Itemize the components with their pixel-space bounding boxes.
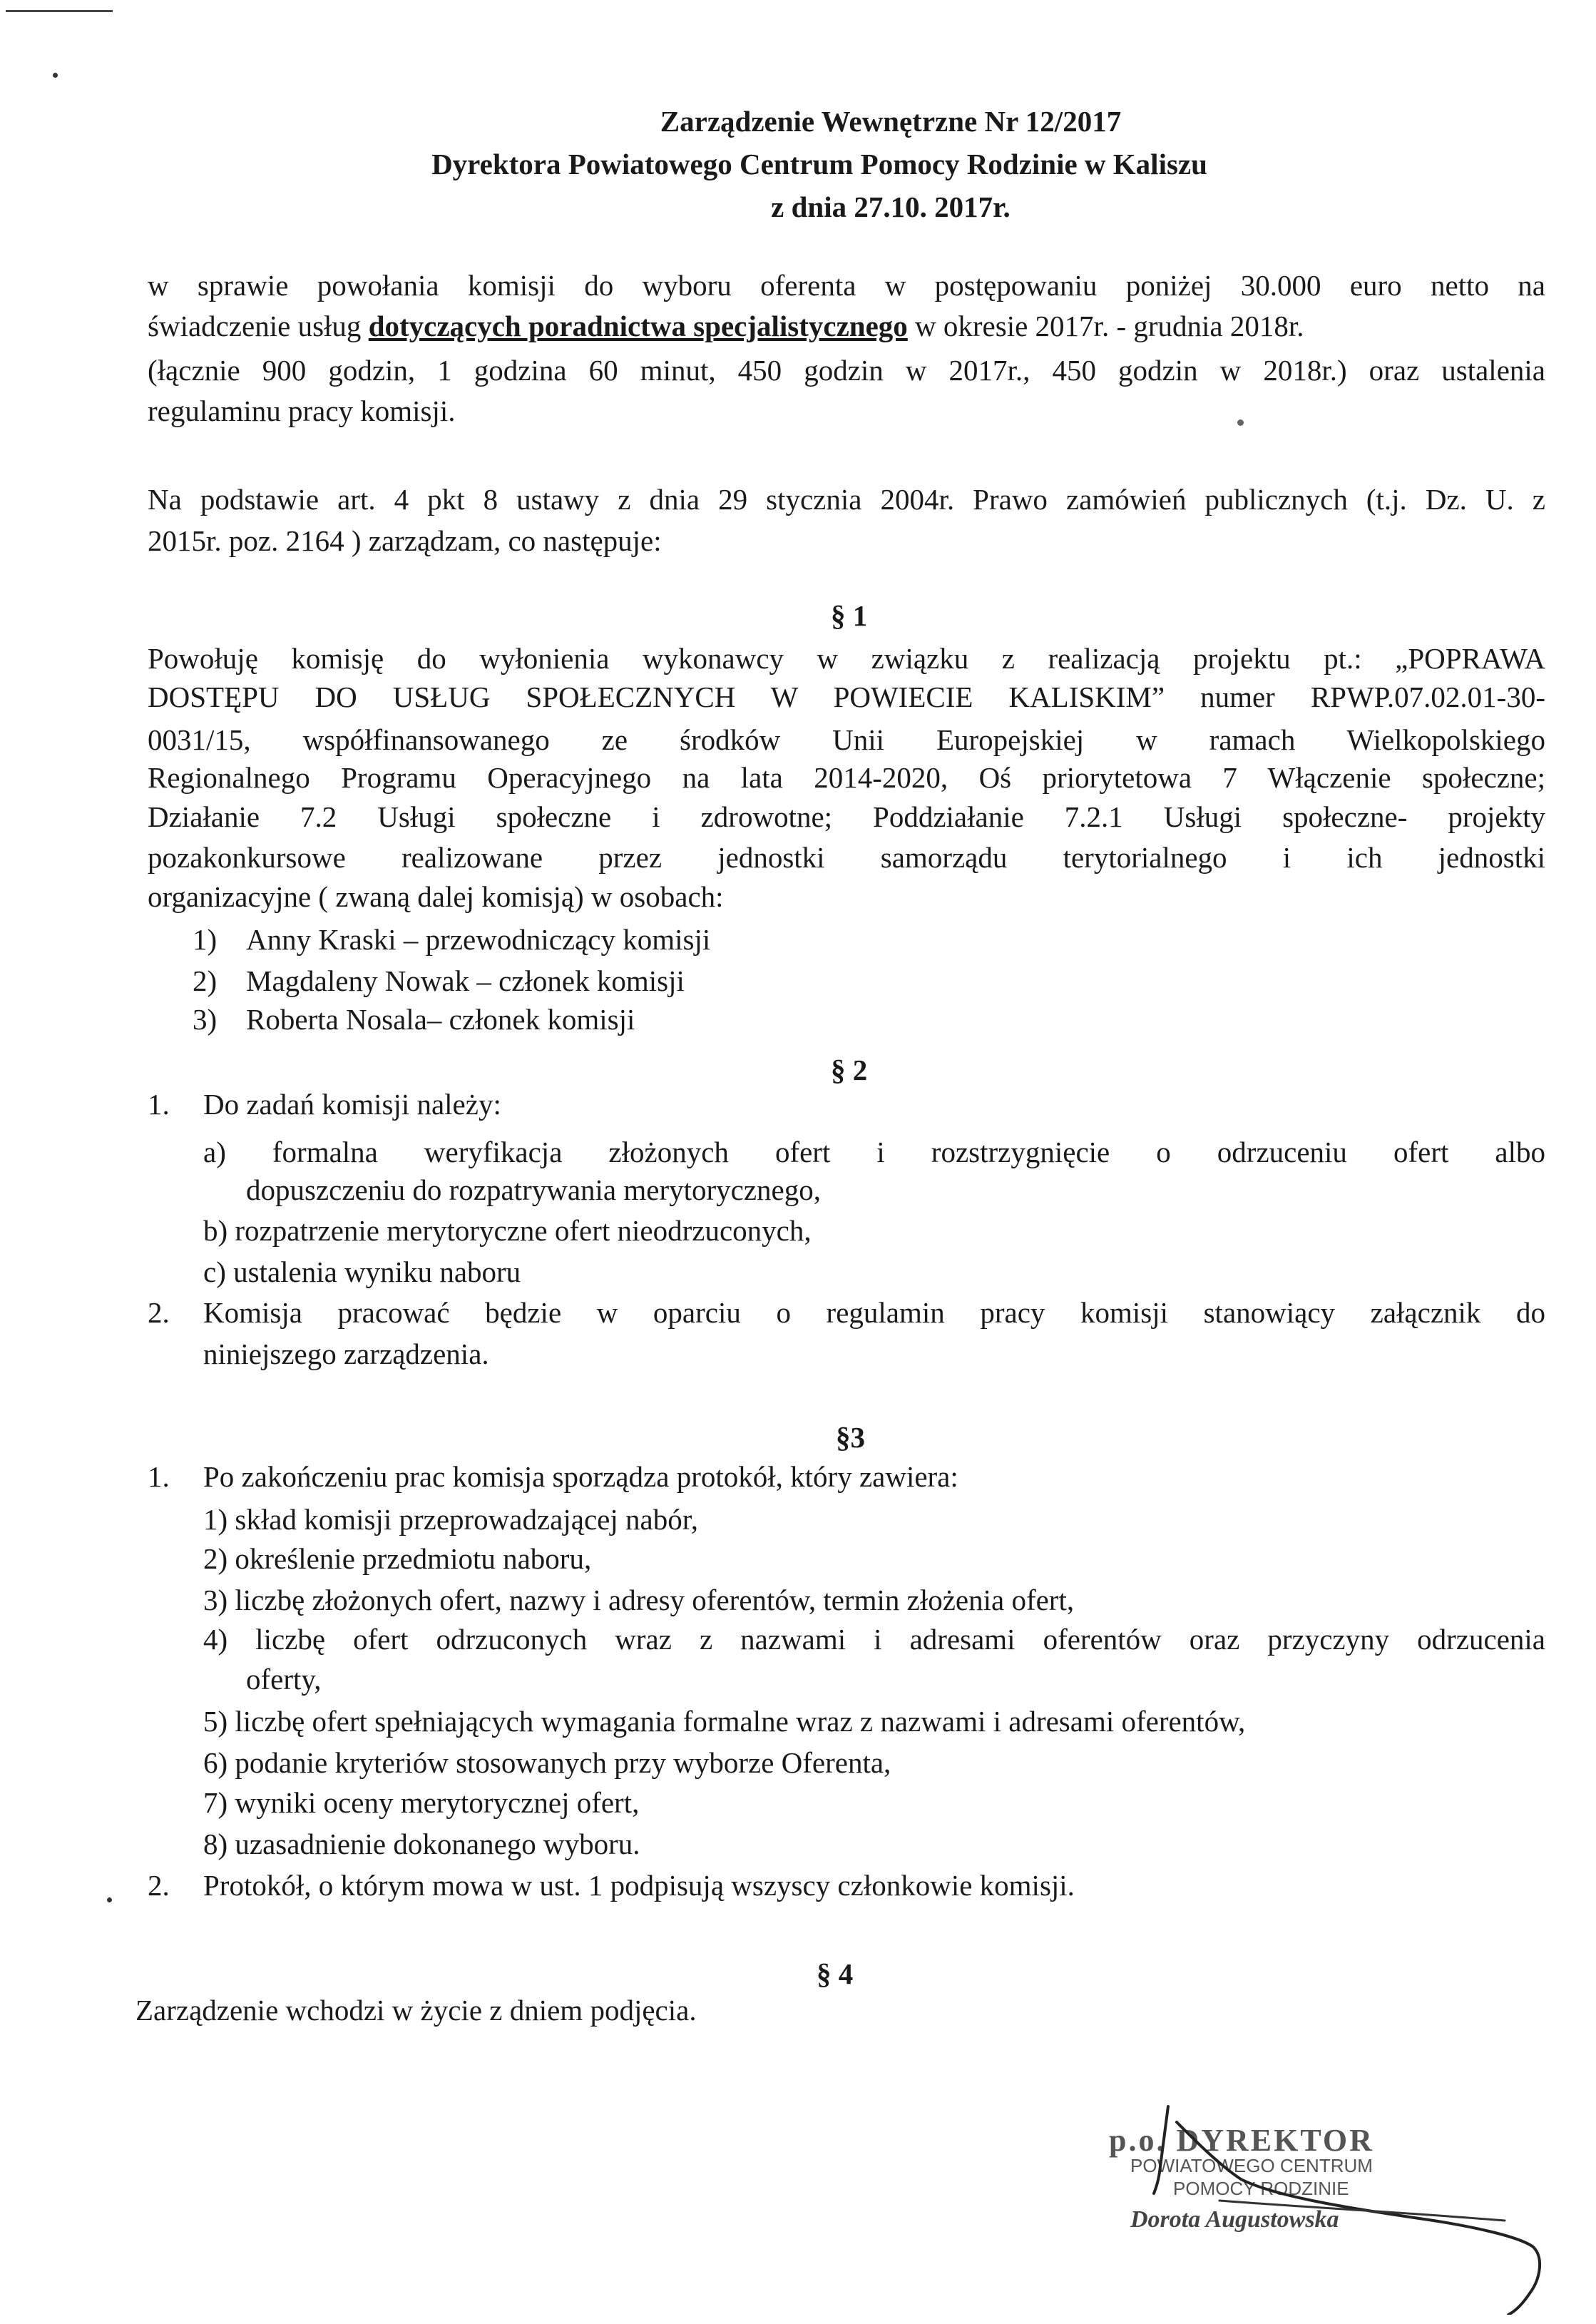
paragraph-number: 2.	[148, 1296, 170, 1329]
section-3-line: Po zakończeniu prac komisja sporządza protokół, który zawiera:	[203, 1460, 958, 1493]
section-1-line: pozakonkursowe realizowane przez jednostki samorządu terytorialnego i ich jednostki	[148, 841, 1545, 874]
legal-basis-line: 2015r. poz. 2164 ) zarządzam, co następuje:	[148, 524, 662, 557]
protocol-item: 8) uzasadnienie dokonanego wyboru.	[203, 1828, 640, 1860]
subject-line: w sprawie powołania komisji do wyboru oferenta w postępowaniu poniżej 30.000 euro netto na	[148, 269, 1545, 302]
document-issuer: Dyrektora Powiatowego Centrum Pomocy Rodzinie w Kaliszu	[431, 148, 1207, 180]
member-number: 2)	[193, 964, 218, 997]
section-1-line: DOSTĘPU DO USŁUG SPOŁECZNYCH W POWIECIE KALISKIM” numer RPWP.07.02.01-30-	[148, 681, 1545, 713]
protocol-item: 7) wyniki oceny merytorycznej ofert,	[203, 1786, 640, 1819]
section-4-heading: § 4	[817, 1957, 854, 1990]
paragraph-number: 2.	[148, 1869, 170, 1902]
section-4-line: Zarządzenie wchodzi w życie z dniem podjęcia.	[135, 1994, 697, 2027]
scan-artifact-dot	[107, 1897, 112, 1902]
protocol-item: 3) liczbę złożonych ofert, nazwy i adresy oferentów, termin złożenia ofert,	[203, 1584, 1075, 1616]
section-2-line: niniejszego zarządzenia.	[203, 1337, 489, 1370]
section-3-heading: §3	[836, 1421, 865, 1454]
protocol-item: 4) liczbę ofert odrzuconych wraz z nazwami i adresami oferentów oraz przyczyny odrzucenia	[203, 1623, 1545, 1656]
protocol-item: oferty,	[246, 1663, 322, 1696]
subject-line: (łącznie 900 godzin, 1 godzina 60 minut, 450 godzin w 2017r., 450 godzin w 2018r.) oraz ustalenia	[148, 354, 1545, 387]
section-2-line: a) formalna weryfikacja złożonych ofert i rozstrzygnięcie o odrzuceniu ofert albo	[203, 1136, 1545, 1168]
member-number: 1)	[193, 923, 218, 956]
stamp-name: Dorota Augustowska	[1130, 2206, 1339, 2233]
section-2-line: Komisja pracować będzie w oparciu o regulamin pracy komisji stanowiący załącznik do	[203, 1296, 1545, 1329]
subject-line: świadczenie usług dotyczących poradnictwa specjalistycznego w okresie 2017r. - grudnia 2018r.	[148, 310, 1304, 342]
handwritten-signature	[1134, 2101, 1590, 2315]
stamp-line: POWIATOWEGO CENTRUM	[1130, 2155, 1373, 2176]
section-1-line: Regionalnego Programu Operacyjnego na lata 2014-2020, Oś priorytetowa 7 Włączenie społeczne;	[148, 761, 1545, 794]
section-2-line: b) rozpatrzenie merytoryczne ofert nieodrzuconych,	[203, 1214, 812, 1247]
subject-emphasis: dotyczących poradnictwa specjalistycznego	[368, 310, 908, 342]
legal-basis-line: Na podstawie art. 4 pkt 8 ustawy z dnia 29 stycznia 2004r. Prawo zamówień publicznych (t.j. Dz. U. z	[148, 483, 1545, 516]
member-number: 3)	[193, 1003, 218, 1036]
section-1-line: Działanie 7.2 Usługi społeczne i zdrowotne; Poddziałanie 7.2.1 Usługi społeczne- projekty	[148, 800, 1545, 833]
protocol-item: 6) podanie kryteriów stosowanych przy wyborze Oferenta,	[203, 1746, 891, 1779]
stamp-line: p.o. DYREKTOR	[1109, 2123, 1374, 2158]
section-2-line: Do zadań komisji należy:	[203, 1088, 501, 1121]
document-date: z dnia 27.10. 2017r.	[771, 190, 1011, 223]
protocol-item: 5) liczbę ofert spełniających wymagania formalne wraz z nazwami i adresami oferentów,	[203, 1705, 1246, 1738]
member-item: Roberta Nosala– członek komisji	[246, 1003, 635, 1036]
section-2-heading: § 2	[831, 1054, 868, 1086]
section-2-line: c) ustalenia wyniku naboru	[203, 1255, 521, 1288]
section-1-line: 0031/15, współfinansowanego ze środków Unii Europejskiej w ramach Wielkopolskiego	[148, 723, 1545, 756]
scan-artifact-dot	[1237, 419, 1244, 426]
stamp-line: POMOCY RODZINIE	[1173, 2178, 1349, 2199]
protocol-item: 2) określenie przedmiotu naboru,	[203, 1542, 592, 1575]
paragraph-number: 1.	[148, 1460, 170, 1493]
member-item: Magdaleny Nowak – członek komisji	[246, 964, 685, 997]
section-2-line: dopuszczeniu do rozpatrywania merytorycznego,	[246, 1173, 822, 1206]
section-1-heading: § 1	[831, 599, 868, 632]
section-1-line: organizacyjne ( zwaną dalej komisją) w osobach:	[148, 880, 724, 913]
member-item: Anny Kraski – przewodniczący komisji	[246, 923, 711, 956]
scan-artifact-dot	[53, 73, 58, 78]
section-1-line: Powołuję komisję do wyłonienia wykonawcy w związku z realizacją projektu pt.: „POPRAWA	[148, 642, 1545, 675]
section-3-line: Protokół, o którym mowa w ust. 1 podpisują wszyscy członkowie komisji.	[203, 1869, 1075, 1902]
scan-artifact-line	[6, 10, 113, 12]
paragraph-number: 1.	[148, 1088, 170, 1121]
subject-line: regulaminu pracy komisji.	[148, 394, 456, 427]
protocol-item: 1) skład komisji przeprowadzającej nabór,	[203, 1503, 698, 1536]
document-title: Zarządzenie Wewnętrzne Nr 12/2017	[660, 105, 1122, 138]
